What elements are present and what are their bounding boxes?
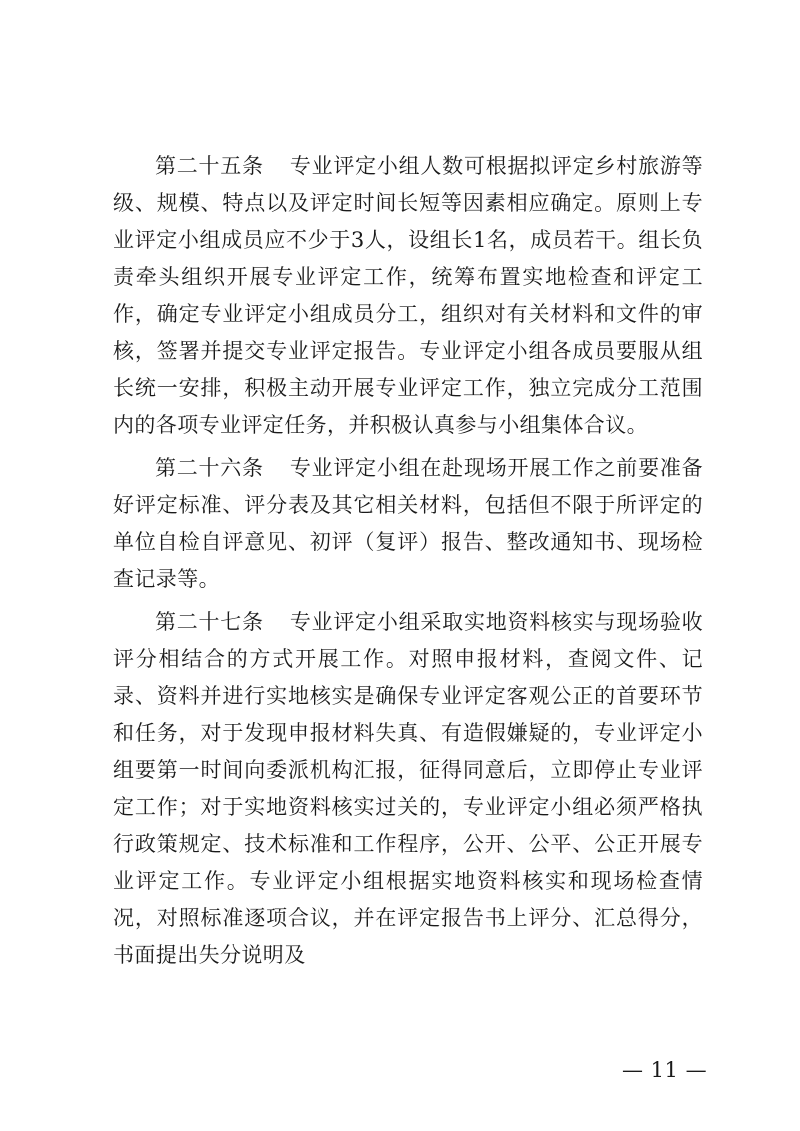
page-number: — 11 — [622,1058,708,1082]
article-26-title: 第二十六条 [155,456,264,480]
article-26-text: 专业评定小组在赴现场开展工作之前要准备好评定标准、评分表及其它相关材料，包括但不限于所评定的单位自检自评意见、初评（复评）报告、整改通知书、现场检查记录等。 [113,456,703,591]
document-body [113,148,703,980]
article-27 [113,604,703,974]
article-25 [113,148,703,444]
article-25-title: 第二十五条 [155,154,264,178]
article-25-text: 专业评定小组人数可根据拟评定乡村旅游等级、规模、特点以及评定时间长短等因素相应确定。原则上专业评定小组成员应不少于3人，设组长1名，成员若干。组长负责牵头组织开展专业评定工作，统筹布置实地检查和评定工作，确定专业评定小组成员分工，组织对有关材料和文件的审核，签署并提交专业评定报告。专业评定小组各成员要服从组长统一安排，积极主动开展专业评定工作，独立完成分工范围内的各项专业评定任务，并积极认真参与小组集体合议。 [113,154,703,437]
article-26 [113,450,703,598]
article-27-text: 专业评定小组采取实地资料核实与现场验收评分相结合的方式开展工作。对照申报材料，查阅文件、记录、资料并进行实地核实是确保专业评定客观公正的首要环节和任务，对于发现申报材料失真、有造假嫌疑的，专业评定小组要第一时间向委派机构汇报，征得同意后，立即停止专业评定工作；对于实地资料核实过关的，专业评定小组必须严格执行政策规定、技术标准和工作程序，公开、公平、公正开展专业评定工作。专业评定小组根据实地资料核实和现场检查情况，对照标准逐项合议，并在评定报告书上评分、汇总得分，书面提出失分说明及 [113,610,703,967]
article-27-title: 第二十七条 [155,610,264,634]
